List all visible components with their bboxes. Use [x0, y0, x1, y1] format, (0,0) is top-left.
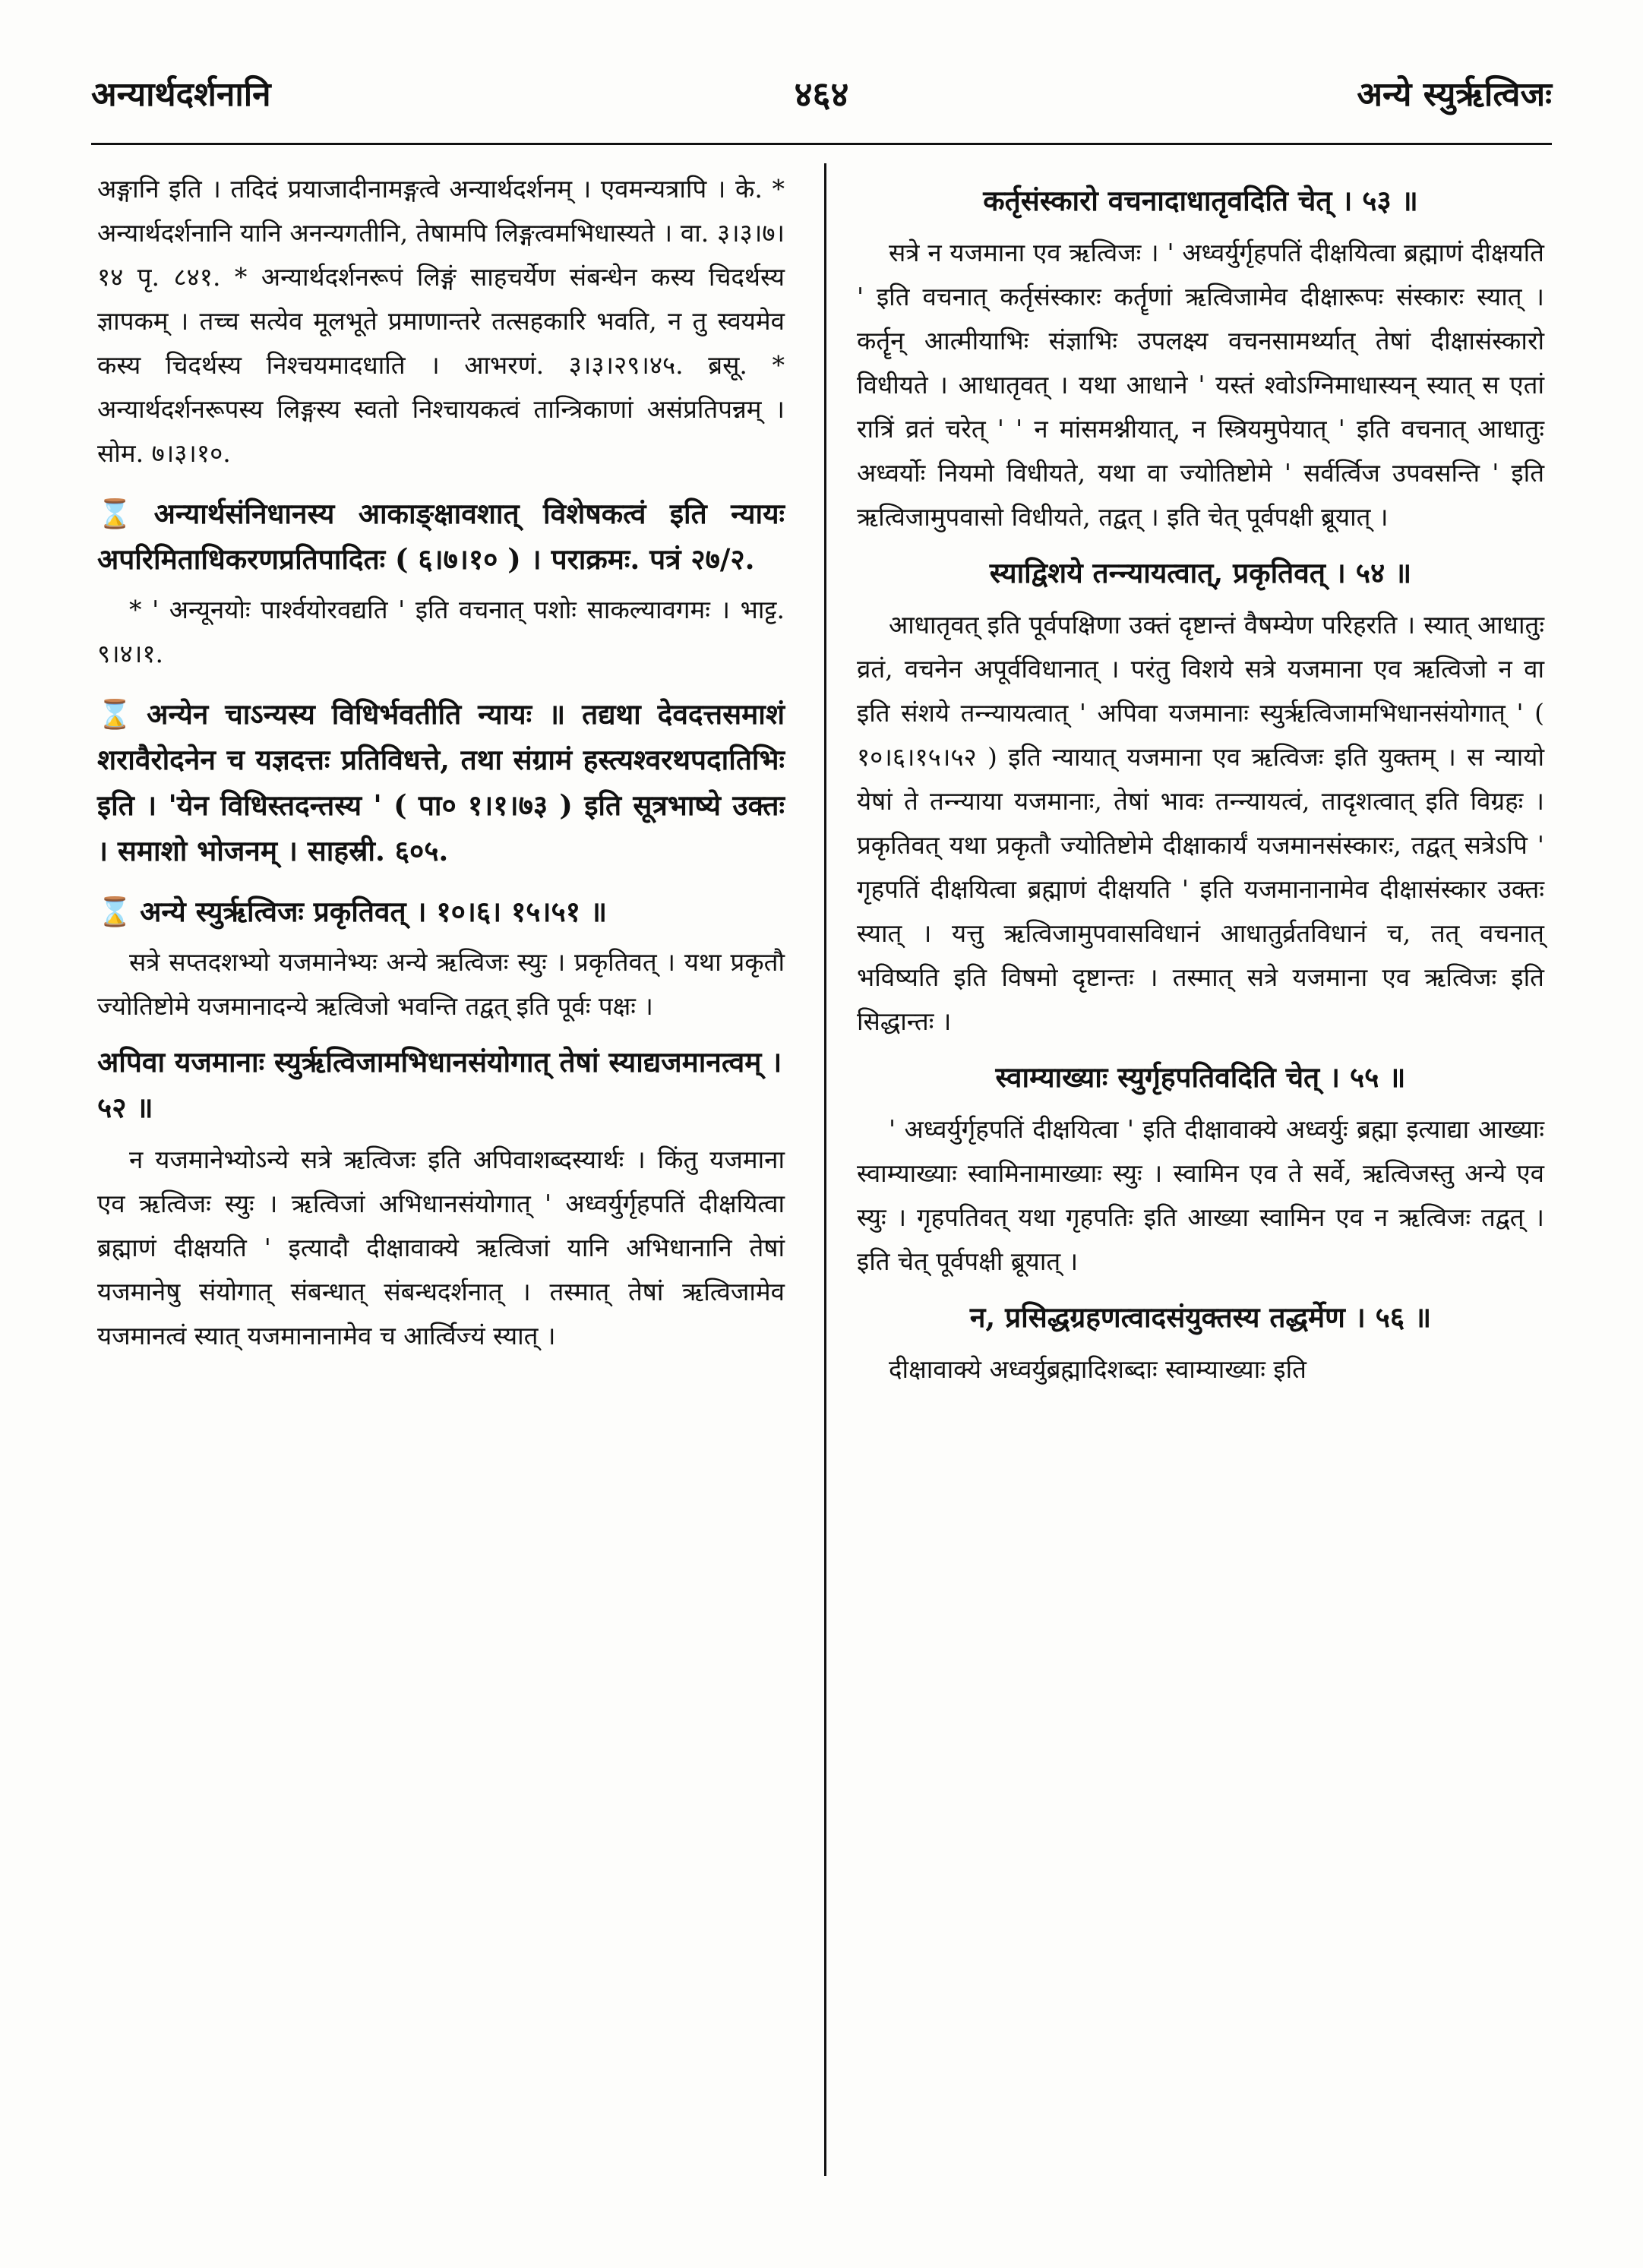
- commentary-text: सत्रे न यजमाना एव ऋत्विजः । ' अध्वर्युर्गृहपतिं दीक्षयित्वा ब्रह्माणं दीक्षयति ' इति वचनात् कर्तृसंस्कारः कर्तॄणां ऋत्विजामेव दीक्षारूपः संस्कारः स्यात् । कर्तॄन् आत्मीयाभिः संज्ञाभिः उपलक्ष्य वचनसामर्थ्यात् तेषां दीक्षासंस्कारो विधीयते । आधातृवत् । यथा आधाने ' यस्तं श्वोऽग्निमाधास्यन् स्यात् स एतां रात्रिं व्रतं चरेत् ' ' न मांसमश्नीयात्, न स्त्रियमुपेयात् ' इति वचनात् आधातुः अध्वर्योः नियमो विधीयते, यथा वा ज्योतिष्टोमे ' सर्वर्त्विज उपवसन्ति ' इति ऋत्विजामुपवासो विधीयते, तद्वत् । इति चेत् पूर्वपक्षी ब्रूयात् ।: [857, 238, 1544, 532]
- commentary-text: दीक्षावाक्ये अध्वर्युब्रह्मादिशब्दाः स्वाम्याख्याः इति: [889, 1354, 1307, 1384]
- running-head-left: अन्यार्थदर्शनानि: [91, 75, 271, 114]
- sutra-heading: अपिवा यजमानाः स्युर्ऋत्विजामभिधानसंयोगात् तेषां स्याद्यजमानत्वम् । ५२ ॥: [97, 1045, 782, 1124]
- commentary-text: ' अध्वर्युर्गृहपतिं दीक्षयित्वा ' इति दीक्षावाक्ये अध्वर्युः ब्रह्मा इत्याद्या आख्याः स्वाम्याख्याः स्वामिनामाख्याः स्युः । स्वामिन एव ते सर्वे, ऋत्विजस्तु अन्ये एव स्युः । गृहपतिवत् यथा गृहपतिः इति आख्या स्वामिन एव न ऋत्विजः तद्वत् । इति चेत् पूर्वपक्षी ब्रूयात् ।: [857, 1114, 1544, 1276]
- sutra-heading: न, प्रसिद्धग्रहणत्वादसंयुक्तस्य तद्धर्मेण । ५६ ॥: [969, 1300, 1432, 1334]
- maxim-marker-icon: ⌛: [97, 497, 147, 530]
- sutra-heading: स्वाम्याख्याः स्युर्गृहपतिवदिति चेत् । ५५ ॥: [995, 1060, 1406, 1094]
- page-number: ४६४: [794, 74, 849, 115]
- maxim-heading: ⌛ अन्यार्थसंनिधानस्य आकाङ्क्षावशात् विशेषकत्वं इति न्यायः अपरिमिताधिकरणप्रतिपादितः ( ६।७।१० ) । पराक्रमः. पत्रं २७/२.: [97, 497, 785, 576]
- sutra-heading: कर्तृसंस्कारो वचनादाधातृवदिति चेत् । ५३ ॥: [983, 184, 1418, 217]
- running-head-right: अन्ये स्युर्ऋत्विजः: [1357, 75, 1552, 114]
- left-column: [97, 167, 785, 1369]
- commentary-text: न यजमानेभ्योऽन्ये सत्रे ऋत्विजः इति अपिवाशब्दस्यार्थः । किंतु यजमाना एव ऋत्विजः स्युः । ऋत्विजां अभिधानसंयोगात् ' अध्वर्युर्गृहपतिं दीक्षयित्वा ब्रह्माणं दीक्षयति ' इत्यादौ दीक्षावाक्ये ऋत्विजां यानि अभिधानानि तेषां यजमानेषु संयोगात् संबन्धात् संबन्धदर्शनात् । तस्मात् तेषां ऋत्विजामेव यजमानत्वं स्यात् यजमानानामेव च आर्त्विज्यं स्यात् ।: [97, 1145, 785, 1350]
- maxim-marker-icon: ⌛: [97, 697, 140, 731]
- commentary-text: आधातृवत् इति पूर्वपक्षिणा उक्तं दृष्टान्तं वैषम्येण परिहरति । स्यात् आधातुः व्रतं, वचनेन अपूर्वविधानात् । परंतु विशये सत्रे यजमाना एव ऋत्विजो न वा इति संशये तन्न्यायत्वात् ' अपिवा यजमानाः स्युर्ऋत्विजामभिधानसंयोगात् ' ( १०।६।१५।५२ ) इति न्यायात् यजमाना एव ऋत्विजः इति युक्तम् । स न्यायो येषां ते तन्न्याया यजमानाः, तेषां भावः तन्न्यायत्वं, तादृशत्वात् इति विग्रहः । प्रकृतिवत् यथा प्रकृतौ ज्योतिष्टोमे दीक्षाकार्यं यजमानसंस्कारः, तद्वत् सत्रेऽपि ' गृहपतिं दीक्षयित्वा ब्रह्माणं दीक्षयति ' इति यजमानानामेव दीक्षासंस्कार उक्तः स्यात् । यत्तु ऋत्विजामुपवासविधानं आधातुर्व्रतविधानं च, तत् वचनात् भविष्यति इति विषमो दृष्टान्तः । तस्मात् सत्रे यजमाना एव ऋत्विजः इति सिद्धान्तः ।: [857, 610, 1544, 1036]
- page-header: [91, 70, 1552, 131]
- maxim-marker-icon: ⌛: [97, 895, 133, 928]
- sutra-heading: स्याद्विशये तन्न्यायत्वात्, प्रकृतिवत् । ५४ ॥: [989, 556, 1412, 589]
- header-rule: [91, 143, 1552, 145]
- column-divider: [824, 163, 826, 2176]
- right-column: [857, 167, 1544, 1402]
- entry-text: * ' अन्यूनयोः पार्श्वयोरवद्यति ' इति वचनात् पशोः साकल्यावगमः । भाट्ट. ९।४।१.: [97, 595, 785, 668]
- sutra-heading: ⌛ अन्ये स्युर्ऋत्विजः प्रकृतिवत् । १०।६। १५।५१ ॥: [97, 895, 608, 928]
- entry-text: अङ्गानि इति । तदिदं प्रयाजादीनामङ्गत्वे अन्यार्थदर्शनम् । एवमन्यत्रापि । के. * अन्यार्थदर्शनानि यानि अनन्यगतीनि, तेषामपि लिङ्गत्वमभिधास्यते । वा. ३।३।७।१४ पृ. ८४१. * अन्यार्थदर्शनरूपं लिङ्गं साहचर्येण संबन्धेन कस्य चिदर्थस्य ज्ञापकम् । तच्च सत्येव मूलभूते प्रमाणान्तरे तत्सहकारि भवति, न तु स्वयमेव कस्य चिदर्थस्य निश्चयमादधाति । आभरणं. ३।३।२९।४५. ब्रसू. * अन्यार्थदर्शनरूपस्य लिङ्गस्य स्वतो निश्चायकत्वं तान्त्रिकाणां असंप्रतिपन्नम् । सोम. ७।३।१०.: [97, 174, 785, 468]
- commentary-text: सत्रे सप्तदशभ्यो यजमानेभ्यः अन्ये ऋत्विजः स्युः । प्रकृतिवत् । यथा प्रकृतौ ज्योतिष्टोमे यजमानादन्ये ऋत्विजो भवन्ति तद्वत् इति पूर्वः पक्षः ।: [97, 947, 785, 1021]
- maxim-heading: ⌛ अन्येन चाऽन्यस्य विधिर्भवतीति न्यायः ॥ तद्यथा देवदत्तसमाशं शरावैरोदनेन च यज्ञदत्तः प्रतिविधत्ते, तथा संग्रामं हस्त्यश्वरथपदातिभिः इति । 'येन विधिस्तदन्तस्य ' ( पा० १।१।७३ ) इति सूत्रभाष्ये उक्तः । समाशो भोजनम् । साहस्री. ६०५.: [97, 697, 785, 867]
